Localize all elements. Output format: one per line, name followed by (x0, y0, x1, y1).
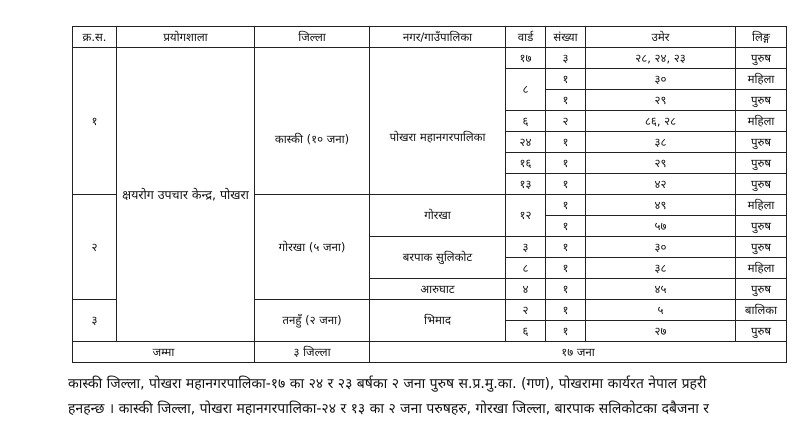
paragraph-line: कास्की जिल्ला, पोखरा महानगरपालिका-१७ का २४ र २३ बर्षका २ जना पुरुष स.प्र.मु.का. (गण), पोखरामा कार्यरत नेपाल प्रहरी (68, 376, 707, 392)
ward-cell: ४ (506, 279, 546, 300)
header-ward: वार्ड (506, 27, 546, 48)
municipality-cell: आरुघाट (370, 279, 506, 300)
ward-cell: २४ (506, 132, 546, 153)
paragraph-line: हनहन्छ । कास्की जिल्ला, पोखरा महानगरपालिका-२४ र १३ का २ जना परुषहरु, गोरखा जिल्ला, बारपाक सलिकोटका दबैजना र (68, 401, 710, 417)
ward-cell: १२ (506, 195, 546, 237)
ward-cell: १३ (506, 174, 546, 195)
district-cell: गोरखा (५ जना) (255, 195, 370, 300)
age-cell: २७ (586, 321, 736, 342)
ward-cell: २ (506, 300, 546, 321)
serial-cell: २ (73, 195, 117, 300)
count-cell: १ (546, 132, 586, 153)
age-cell: ३० (586, 237, 736, 258)
header-municipality: नगर/गाउँपालिका (370, 27, 506, 48)
sex-cell: पुरुष (736, 237, 787, 258)
lab-cell: क्षयरोग उपचार केन्द्र, पोखरा (117, 48, 255, 342)
sex-cell: बालिका (736, 300, 787, 321)
ward-cell: ८ (506, 258, 546, 279)
district-cell: कास्की (१० जना) (255, 48, 370, 195)
age-cell: २९ (586, 90, 736, 111)
sex-cell: पुरुष (736, 153, 787, 174)
age-cell: ३० (586, 69, 736, 90)
age-cell: ५ (586, 300, 736, 321)
total-label: जम्मा (73, 342, 255, 363)
header-district: जिल्ला (255, 27, 370, 48)
count-cell: १ (546, 153, 586, 174)
age-cell: ४९ (586, 195, 736, 216)
sex-cell: पुरुष (736, 48, 787, 69)
header-row (73, 27, 787, 48)
count-cell: १ (546, 69, 586, 90)
sex-cell: महिला (736, 69, 787, 90)
total-people: १७ जना (370, 342, 787, 363)
sex-cell: पुरुष (736, 132, 787, 153)
count-cell: २ (546, 111, 586, 132)
age-cell: ४५ (586, 279, 736, 300)
age-cell: ४२ (586, 174, 736, 195)
count-cell: ३ (546, 48, 586, 69)
municipality-cell: बरपाक सुलिकोट (370, 237, 506, 279)
count-cell: १ (546, 279, 586, 300)
count-cell: १ (546, 321, 586, 342)
count-cell: १ (546, 90, 586, 111)
total-districts: ३ जिल्ला (255, 342, 370, 363)
header-lab: प्रयोगशाला (117, 27, 255, 48)
age-cell: ५७ (586, 216, 736, 237)
total-row (73, 342, 787, 363)
ward-cell: ६ (506, 321, 546, 342)
sex-cell: पुरुष (736, 216, 787, 237)
district-cell: तनहुँ (२ जना) (255, 300, 370, 342)
count-cell: १ (546, 300, 586, 321)
sex-cell: महिला (736, 195, 787, 216)
count-cell: १ (546, 216, 586, 237)
age-cell: २९ (586, 153, 736, 174)
header-age: उमेर (586, 27, 736, 48)
ward-cell: ८ (506, 69, 546, 111)
municipality-cell: पोखरा महानगरपालिका (370, 48, 506, 195)
sex-cell: पुरुष (736, 321, 787, 342)
age-cell: ३८ (586, 258, 736, 279)
ward-cell: ६ (506, 111, 546, 132)
header-sex: लिङ्ग (736, 27, 787, 48)
ward-cell: ३ (506, 237, 546, 258)
sex-cell: पुरुष (736, 174, 787, 195)
municipality-cell: गोरखा (370, 195, 506, 237)
body-paragraph (68, 372, 800, 422)
table-row (73, 48, 787, 69)
age-cell: २८, २४, २३ (586, 48, 736, 69)
count-cell: १ (546, 258, 586, 279)
count-cell: १ (546, 195, 586, 216)
sex-cell: महिला (736, 111, 787, 132)
age-cell: ३८ (586, 132, 736, 153)
serial-cell: ३ (73, 300, 117, 342)
ward-cell: १६ (506, 153, 546, 174)
count-cell: १ (546, 174, 586, 195)
serial-cell: १ (73, 48, 117, 195)
sex-cell: महिला (736, 258, 787, 279)
header-count: संख्या (546, 27, 586, 48)
municipality-cell: भिमाद (370, 300, 506, 342)
header-serial: क्र.स. (73, 27, 117, 48)
ward-cell: १७ (506, 48, 546, 69)
sex-cell: पुरुष (736, 90, 787, 111)
age-cell: ८६, २८ (586, 111, 736, 132)
sex-cell: पुरुष (736, 279, 787, 300)
case-table (72, 26, 787, 363)
count-cell: १ (546, 237, 586, 258)
